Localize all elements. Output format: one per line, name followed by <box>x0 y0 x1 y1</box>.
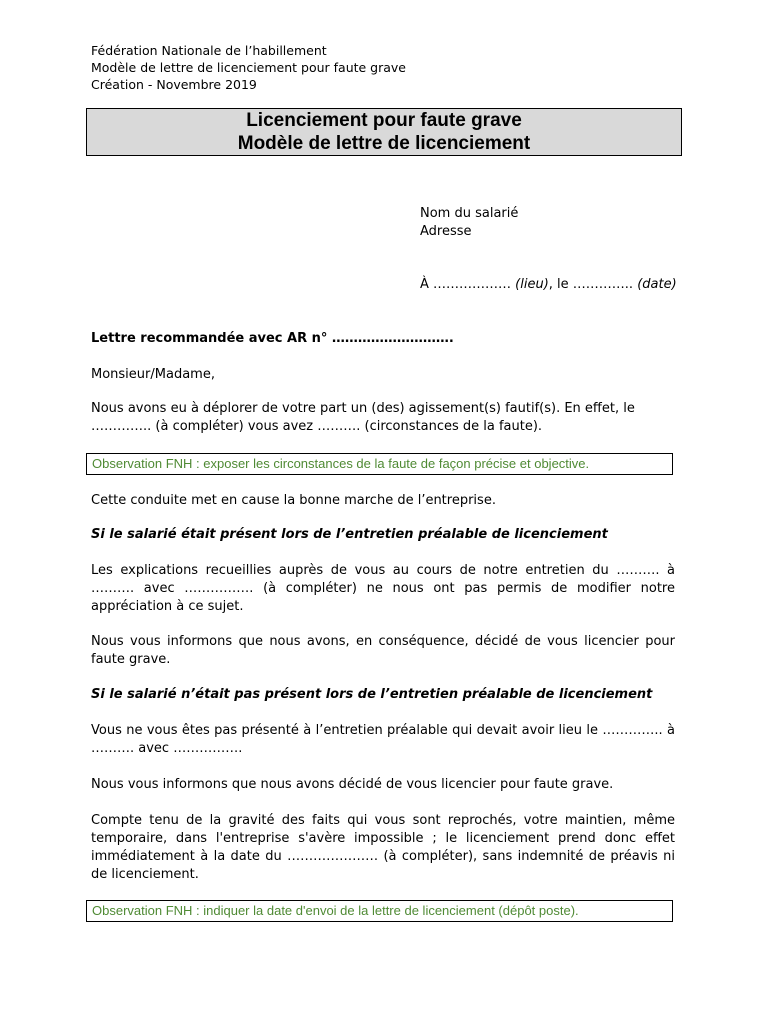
heading-employee-present: Si le salarié était présent lors de l’entretien préalable de licenciement <box>91 527 608 542</box>
observation-box-2: Observation FNH : indiquer la date d'envoi de la lettre de licenciement (dépôt poste). <box>86 900 673 922</box>
salutation: Monsieur/Madame, <box>91 367 215 382</box>
title-box <box>86 108 682 156</box>
header-organization: Fédération Nationale de l’habillement <box>91 43 327 58</box>
paragraph-decision-present: Nous vous informons que nous avons, en conséquence, décidé de vous licencier pour faute grave. <box>91 634 675 667</box>
place-date-line <box>420 276 677 294</box>
observation-box-1: Observation FNH : exposer les circonstances de la faute de façon précise et objective. <box>86 453 673 475</box>
paragraph-conduct: Cette conduite met en cause la bonne marche de l’entreprise. <box>91 493 496 508</box>
place-label: (lieu) <box>515 277 549 292</box>
header-subject: Modèle de lettre de licenciement pour faute grave <box>91 60 407 75</box>
recipient-address: Adresse <box>420 224 472 239</box>
header-creation-date: Création - Novembre 2019 <box>91 77 257 92</box>
paragraph-explanations: Les explications recueillies auprès de vous au cours de notre entretien du ………. à ………. avec ……………. (à compléter) ne nous ont pas permis de modifier notre appréciation à ce sujet. <box>91 563 675 614</box>
title-line-1: Licenciement pour faute grave <box>246 110 522 131</box>
heading-employee-absent: Si le salarié n’était pas présent lors de l’entretien préalable de licenciement <box>91 687 653 702</box>
date-label: (date) <box>637 277 677 292</box>
recipient-name: Nom du salarié <box>420 206 519 221</box>
paragraph-fault: Nous avons eu à déplorer de votre part un (des) agissement(s) fautif(s). En effet, le ………….. (à compléter) vous avez ………. (circonstances de la faute). <box>91 401 635 434</box>
place-date-prefix: À ……………… <box>420 277 516 292</box>
document-header <box>91 42 406 93</box>
paragraph-immediate-effect: Compte tenu de la gravité des faits qui vous sont reprochés, votre maintien, même temporaire, dans l'entreprise s'avère impossible ; le licenciement prend donc effet immédiatement à la date du ………………… (à compléter), sans indemnité de préavis ni de licenciement. <box>91 813 675 882</box>
title-line-2: Modèle de lettre de licenciement <box>237 133 531 154</box>
place-date-middle: , le ………….. <box>548 277 638 292</box>
registered-letter-line: Lettre recommandée avec AR n° ………………………. <box>91 331 454 346</box>
paragraph-absence: Vous ne vous êtes pas présenté à l’entretien préalable qui devait avoir lieu le ………….. à ………. avec ……………. <box>91 723 675 756</box>
paragraph-decision-absent: Nous vous informons que nous avons décidé de vous licencier pour faute grave. <box>91 777 614 792</box>
